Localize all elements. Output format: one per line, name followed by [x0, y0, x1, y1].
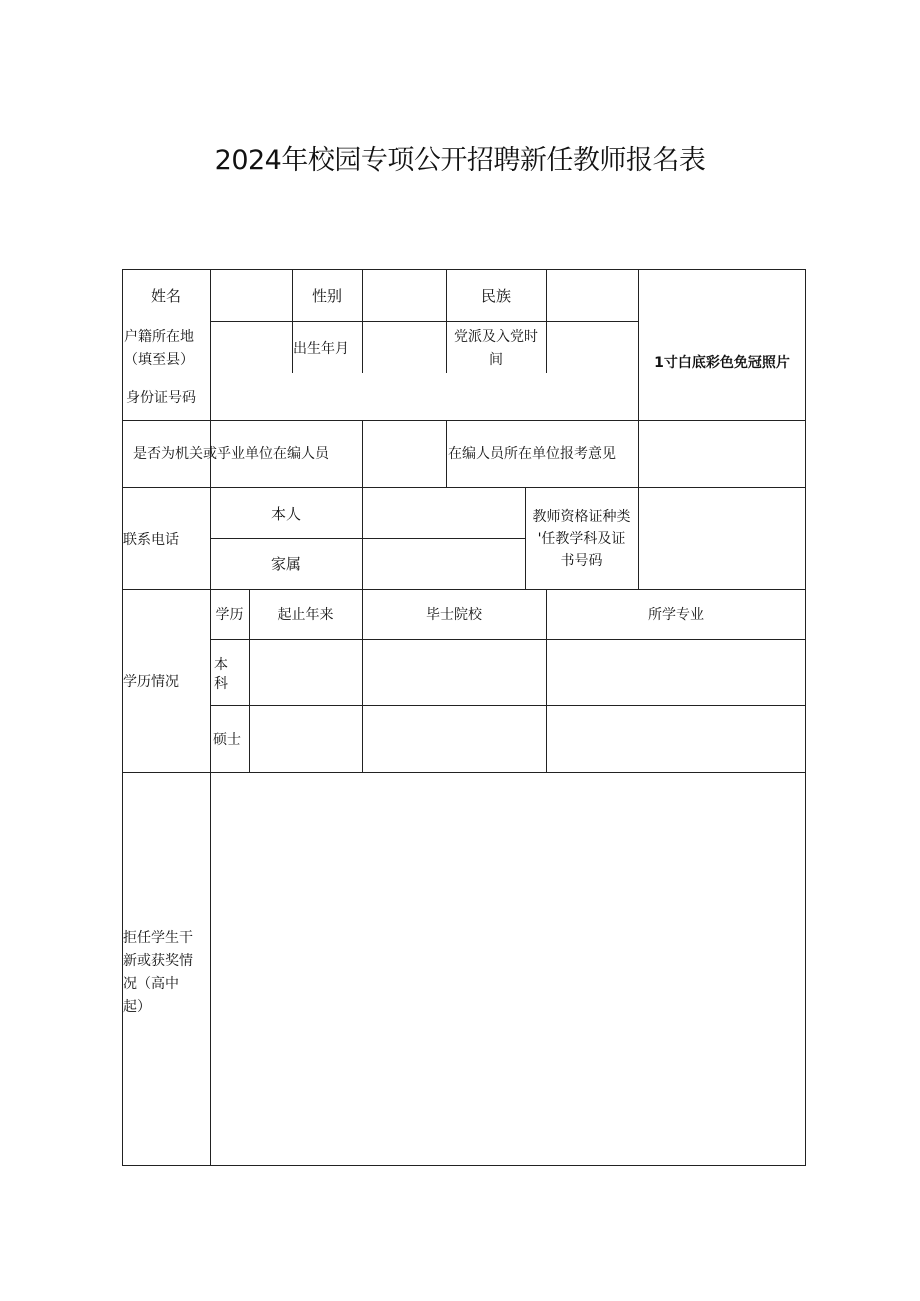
awards-label-line3: 况（高中: [123, 976, 179, 992]
photo-label: 1寸白底彩色免冠照片: [654, 355, 790, 371]
col-rule: [546, 269, 547, 373]
hukou-label: [124, 326, 194, 372]
table-border-top: [122, 269, 806, 270]
ethnicity-label: 民族: [480, 287, 511, 305]
hukou-label-line1: 户籍所在地: [124, 329, 194, 345]
staff-status-label: 是否为机关或乎业单位在编人员: [133, 446, 329, 462]
education-label: 学历情况: [123, 674, 179, 690]
edu-col-period: 起止年来: [277, 607, 334, 623]
teacher-cert-label-line2: '任教学科及证: [537, 531, 626, 547]
gender-label: 性别: [311, 287, 342, 305]
awards-label: [123, 927, 193, 1019]
phone-self-label: 本人: [270, 505, 301, 523]
party-label: [448, 326, 544, 372]
staff-opinion-label: 在编人员所在单位报考意见: [448, 446, 616, 462]
phone-label: 联系电话: [123, 532, 179, 548]
col-rule: [446, 420, 447, 488]
col-rule: [638, 487, 639, 589]
id-number-label: 身份证号码: [126, 390, 196, 406]
edu-master-label: 硕士: [213, 732, 241, 748]
table-border-right: [805, 269, 806, 1166]
row-rule: [122, 420, 806, 421]
awards-label-line4: 起）: [123, 999, 151, 1015]
edu-bachelor-line2: 科: [214, 676, 228, 692]
party-label-line2: 间: [489, 352, 503, 368]
col-rule: [362, 487, 363, 589]
row-rule: [210, 639, 806, 640]
col-rule: [362, 269, 363, 373]
hukou-label-line2: （填至县）: [124, 352, 194, 368]
col-rule: [210, 487, 211, 1166]
awards-label-line1: 拒任学生干: [123, 930, 193, 946]
phone-family-label: 家属: [270, 555, 301, 573]
table-border-bottom: [122, 1165, 806, 1166]
party-label-line1: 党派及入党时: [454, 329, 538, 345]
edu-bachelor-label: [214, 656, 228, 694]
page-title: 2024年校园专项公开招聘新任教师报名表: [214, 145, 706, 176]
row-rule: [210, 705, 806, 706]
row-rule: [122, 772, 806, 773]
edu-bachelor-line1: 本: [214, 657, 228, 673]
table-border-left: [122, 269, 123, 1166]
edu-col-school: 毕士院校: [426, 607, 482, 623]
awards-label-line2: 新或获奖情: [123, 953, 193, 969]
birth-label: 出生年月: [293, 341, 349, 357]
teacher-cert-label-line3: 书号码: [560, 553, 603, 569]
col-rule: [362, 420, 363, 488]
edu-col-major: 所学专业: [648, 607, 704, 623]
teacher-cert-label: [525, 506, 638, 572]
row-rule: [210, 321, 638, 322]
col-rule: [638, 420, 639, 488]
row-rule: [210, 538, 525, 539]
name-label: 姓名: [150, 287, 181, 305]
row-rule: [122, 487, 806, 488]
col-rule: [638, 269, 639, 421]
edu-col-degree: 学历: [215, 607, 244, 623]
teacher-cert-label-line1: 教师资格证种类: [532, 509, 631, 525]
row-rule: [122, 589, 806, 590]
